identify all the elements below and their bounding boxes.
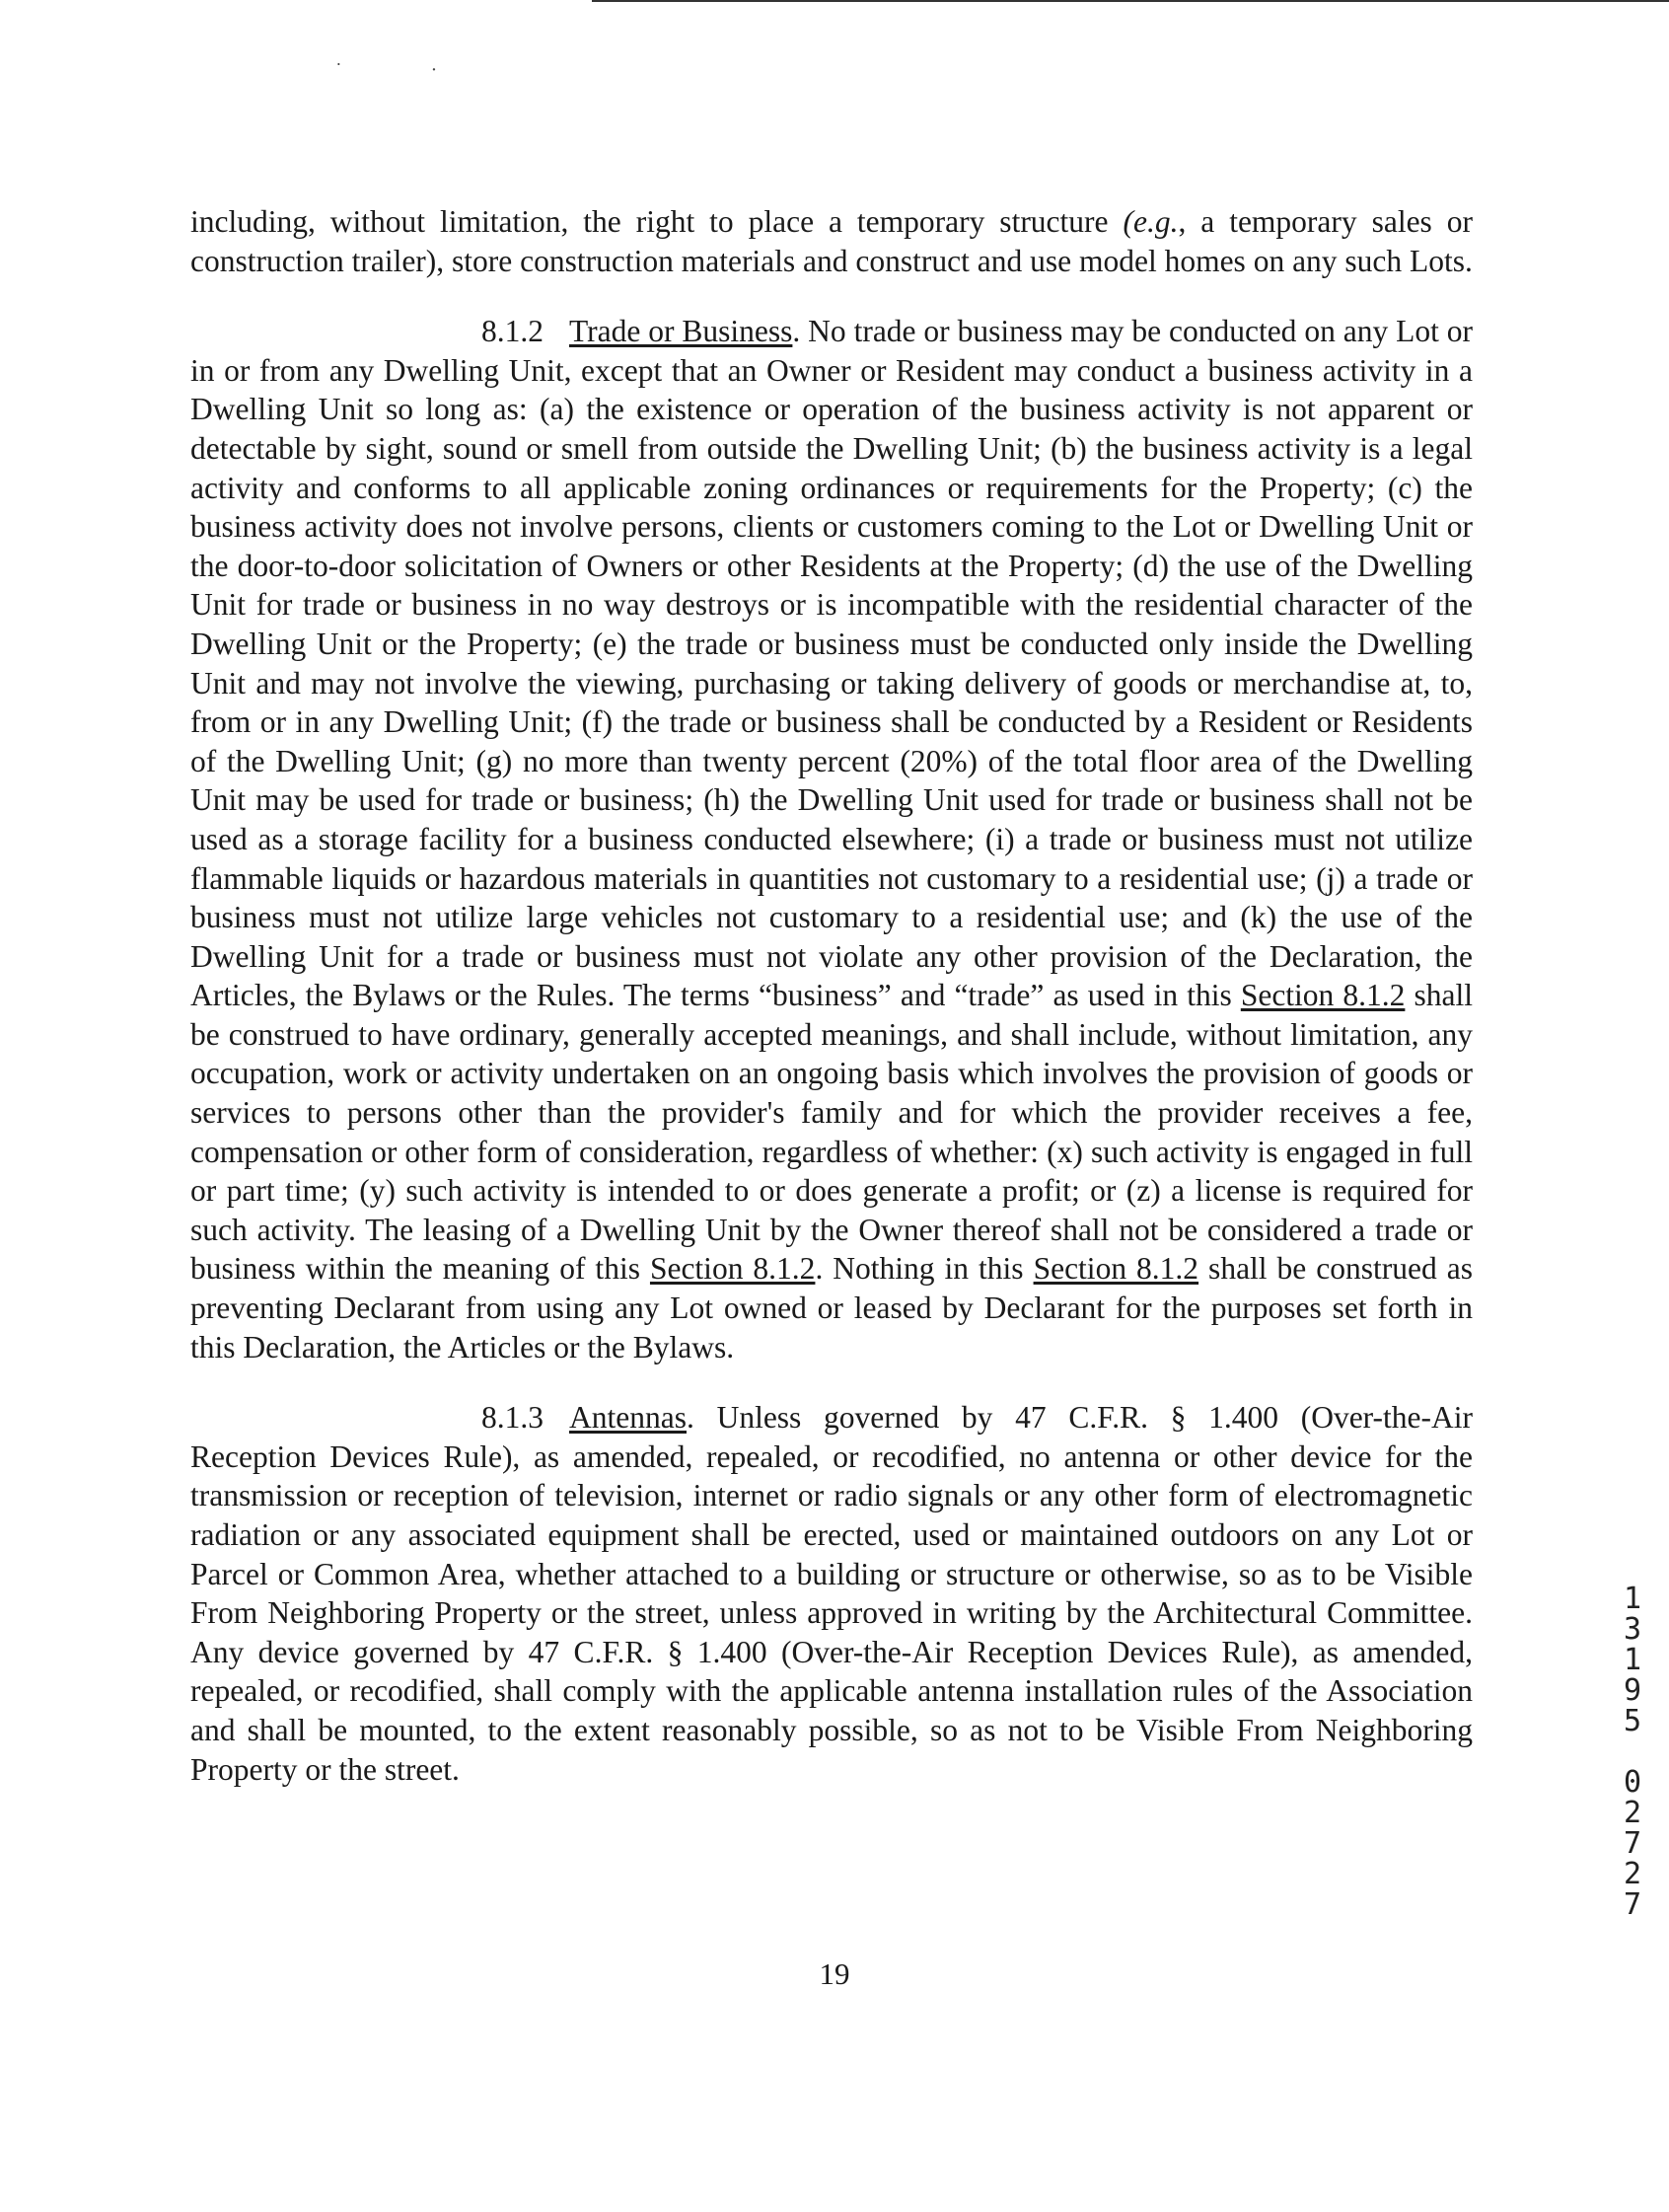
section-reference: Section 8.1.2	[1033, 1251, 1199, 1287]
document-body	[190, 202, 1473, 1820]
top-edge-line	[592, 0, 1669, 2]
section-number: 8.1.3	[481, 1400, 544, 1436]
section-number: 8.1.2	[481, 314, 544, 349]
scan-specks: ˙ ·	[335, 59, 438, 81]
recording-number-stamp: 1 3 1 9 5 0 2 7 2 7	[1623, 1582, 1642, 1922]
section-heading: Trade or Business	[569, 314, 793, 349]
section-reference: Section 8.1.2	[649, 1251, 816, 1287]
section-8-1-2: 8.1.2 Trade or Business. No trade or business may be conducted on any Lot or in or from any Dwelling Unit, except that an Owner or Resident may conduct a business activity in a Dwelling Unit so long as: (a) the existence or operation of the business activity is not apparent or detectable by sight, sound or smell from outside the Dwelling Unit; (b) the business activity is a legal activity and conforms to all applicable zoning ordinances or requirements for the Property; (c) the business activity does not involve persons, clients or customers coming to the Lot or Dwelling Unit or the door-to-door solicitation of Owners or other Residents at the Property; (d) the use of the Dwelling Unit for trade or business in no way destroys or is incompatible with the residential character of the Dwelling Unit or the Property; (e) the trade or business must be conducted only inside the Dwelling Unit and may not involve the viewing, purchasing or taking delivery of goods or merchandise at, to, from or in any Dwelling Unit; (f) the trade or business shall be conducted by a Resident or Residents of the Dwelling Unit; (g) no more than twenty percent (20%) of the total floor area of the Dwelling Unit may be used for trade or business; (h) the Dwelling Unit used for trade or business shall not be used as a storage facility for a business conducted elsewhere; (i) a trade or business must not utilize flammable liquids or hazardous materials in quantities not customary to a residential use; (j) a trade or business must not utilize large vehicles not customary to a residential use; and (k) the use of the Dwelling Unit for a trade or business must not violate any other provision of the Declaration, the Articles, the Bylaws or the Rules. The terms “business” and “trade” as used in this Section 8.1.2 shall be construed to have ordinary, generally accepted meanings, and shall include, without limitation, any occupation, work or activity undertaken on an ongoing basis which involves the provision of goods or services to persons other than the provider's family and for which the provider receives a fee, compensation or other form of consideration, regardless of whether: (x) such activity is engaged in full or part time; (y) such activity is intended to or does generate a profit; or (z) a license is required for such activity. The leasing of a Dwelling Unit by the Owner thereof shall not be considered a trade or business within the meaning of this Section 8.1.2. Nothing in this Section 8.1.2 shall be construed as preventing Declarant from using any Lot owned or leased by Declarant for the purposes set forth in this Declaration, the Articles or the Bylaws.	[190, 314, 1473, 1364]
section-8-1-3: 8.1.3 Antennas. Unless governed by 47 C.F.R. § 1.400 (Over-the-Air Reception Devices Rule), as amended, repealed, or recodified, no antenna or other device for the transmission or reception of television, internet or radio signals or any other form of electromagnetic radiation or any associated equipment shall be erected, used or maintained outdoors on any Lot or Parcel or Common Area, whether attached to a building or structure or otherwise, so as to be Visible From Neighboring Property or the street, unless approved in writing by the Architectural Committee. Any device governed by 47 C.F.R. § 1.400 (Over-the-Air Reception Devices Rule), as amended, repealed, or recodified, shall comply with the applicable antenna installation rules of the Association and shall be mounted, to the extent reasonably possible, so as not to be Visible From Neighboring Property or the street.	[190, 1400, 1473, 1787]
section-heading: Antennas	[569, 1400, 687, 1436]
section-reference: Section 8.1.2	[1240, 978, 1406, 1013]
page-number: 19	[819, 1956, 850, 1991]
paragraph-continuation: including, without limitation, the right to place a temporary structure (e.g., a temporary sales or construction trailer), store construction materials and construct and use model homes on any such Lots.	[190, 204, 1473, 278]
